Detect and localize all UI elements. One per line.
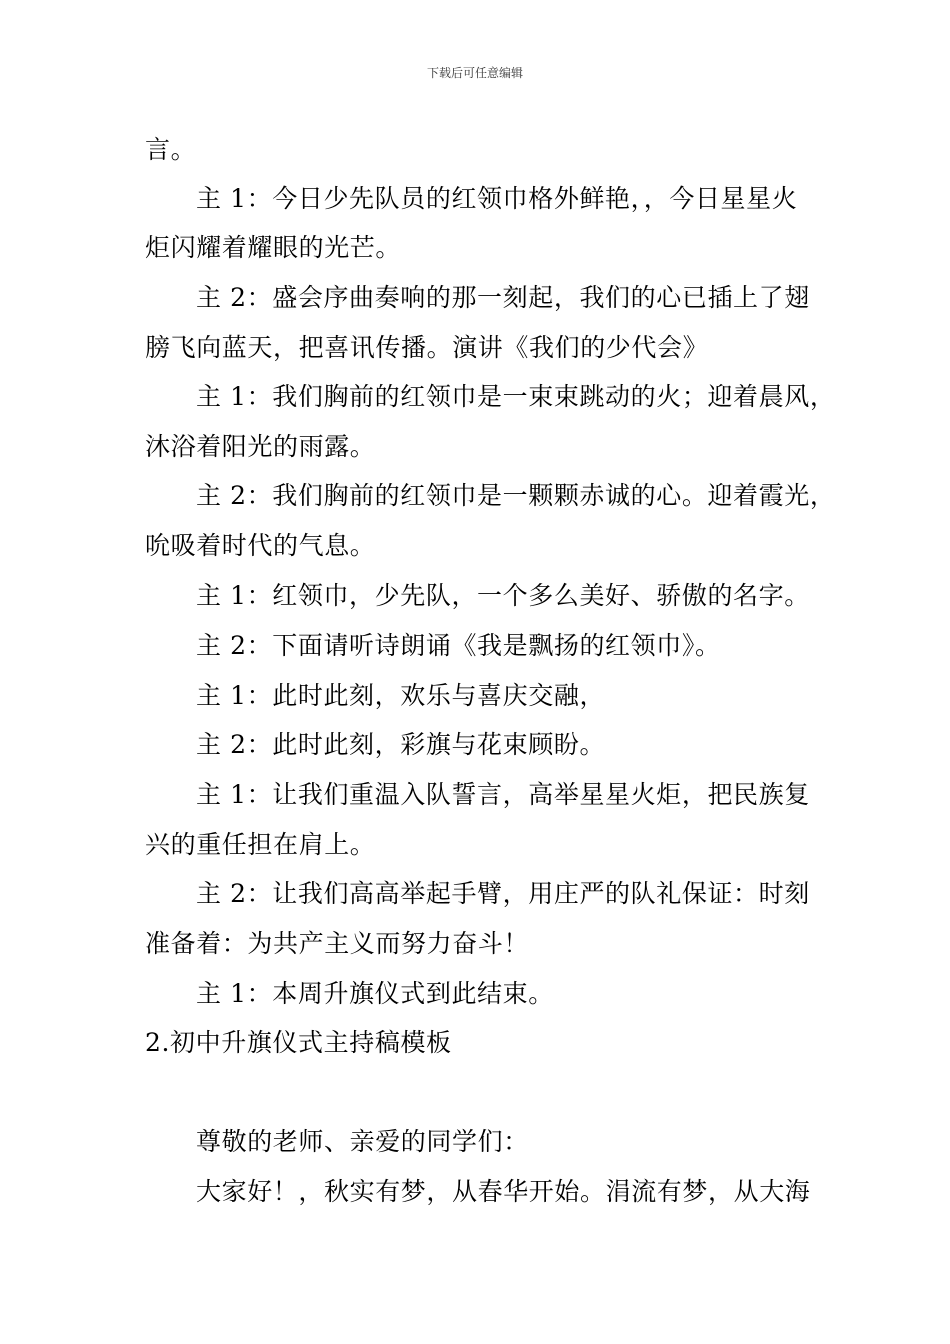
section-heading: 2.初中升旗仪式主持稿模板 — [145, 1028, 452, 1057]
text-line: 主 1：让我们重温入队誓言，高举星星火炬，把民族复 — [196, 780, 810, 809]
text-line: 主 1：此时此刻，欢乐与喜庆交融， — [196, 681, 606, 710]
text-line: 吮吸着时代的气息。 — [145, 531, 376, 560]
text-line: 主 1：今日少先队员的红领巾格外鲜艳，，今日星星火 — [196, 184, 798, 213]
text-line: 主 2：让我们高高举起手臂，用庄严的队礼保证：时刻 — [196, 879, 810, 908]
text-line: 主 2：盛会序曲奏响的那一刻起，我们的心已插上了翅 — [196, 283, 810, 312]
page-header: 下载后可任意编辑 — [426, 66, 523, 80]
text-line: 兴的重任担在肩上。 — [145, 830, 376, 859]
text-line: 主 2：下面请听诗朗诵《我是飘扬的红领巾》。 — [196, 631, 721, 660]
text-line: 主 1：本周升旗仪式到此结束。 — [196, 979, 554, 1008]
text-line: 炬闪耀着耀眼的光芒。 — [145, 233, 402, 262]
text-line: 主 1：红领巾，少先队，一个多么美好、骄傲的名字。 — [196, 581, 810, 610]
text-line: 尊敬的老师、亲爱的同学们： — [196, 1127, 529, 1156]
text-line: 主 2：此时此刻，彩旗与花束顾盼。 — [196, 730, 606, 759]
text-line: 膀飞向蓝天，把喜讯传播。演讲《我们的少代会》 — [145, 333, 709, 362]
text-line: 主 1：我们胸前的红领巾是一束束跳动的火；迎着晨风， — [196, 382, 836, 411]
text-line: 主 2：我们胸前的红领巾是一颗颗赤诚的心。迎着霞光， — [196, 481, 836, 510]
text-line: 大家好！，秋实有梦，从春华开始。涓流有梦，从大海 — [196, 1177, 811, 1206]
text-line: 准备着：为共产主义而努力奋斗！ — [145, 929, 530, 958]
text-line: 沐浴着阳光的雨露。 — [145, 432, 376, 461]
text-line: 言。 — [145, 135, 197, 164]
